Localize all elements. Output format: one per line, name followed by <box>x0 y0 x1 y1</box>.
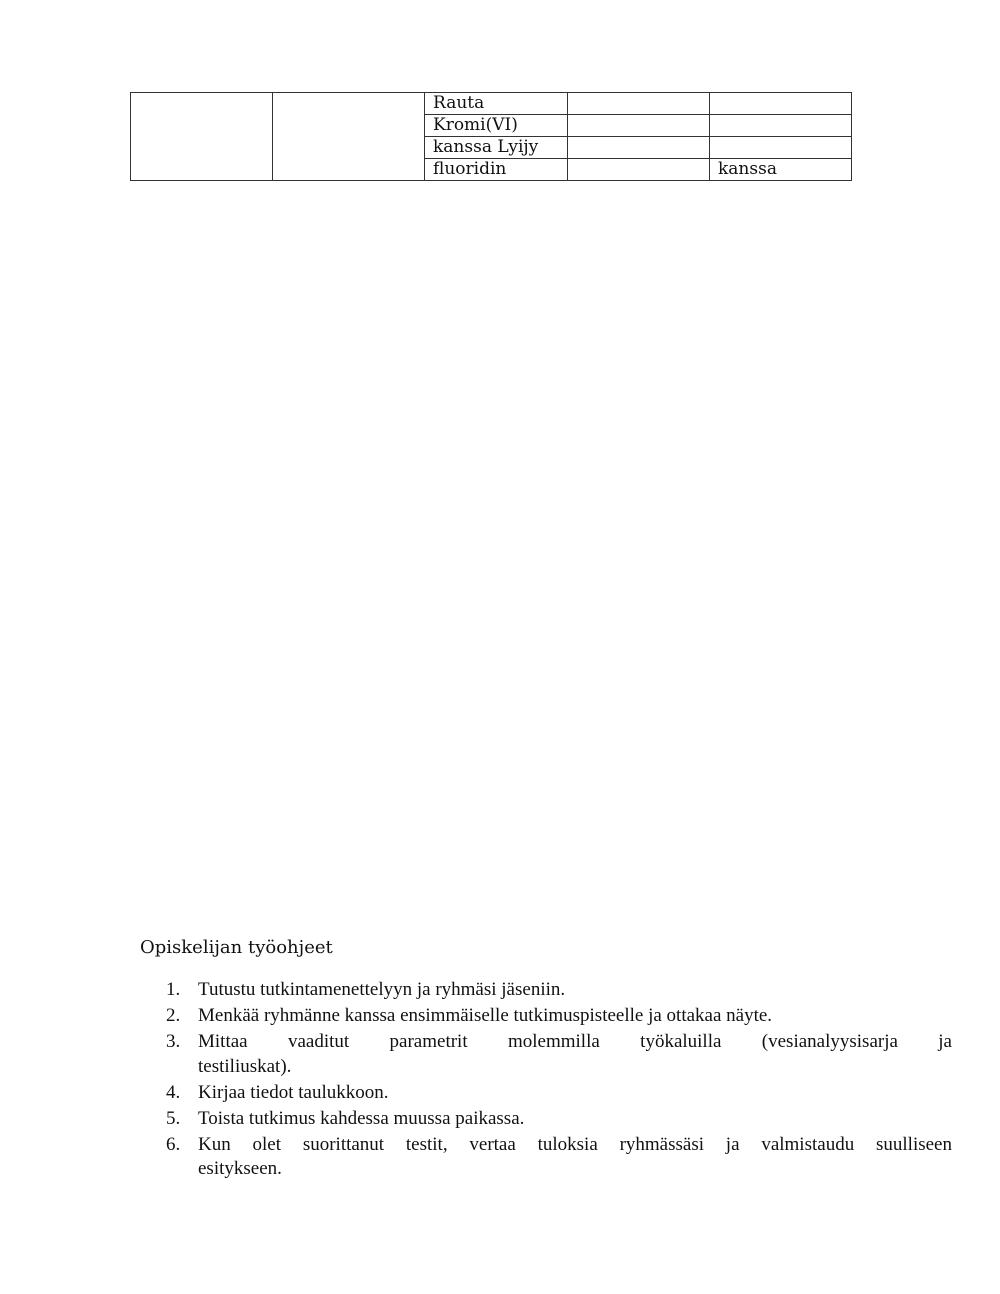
list-item <box>140 1030 952 1079</box>
step-text-line: testiliuskat). <box>198 1055 292 1077</box>
step-text: Tutustu tutkintamenettelyyn ja ryhmäsi jäseniin. <box>198 979 566 1000</box>
table-cell-empty <box>273 93 425 181</box>
table-cell-empty <box>131 93 273 181</box>
table-cell-value <box>568 115 710 137</box>
instructions-list <box>140 978 952 1183</box>
step-text-line: Mittaa vaaditut parametrit molemmilla työkaluilla (vesianalyysisarja ja <box>198 1031 952 1052</box>
table-cell-value <box>710 115 852 137</box>
step-number: 5 . <box>166 1107 186 1132</box>
list-item <box>140 1133 952 1182</box>
table-cell-value <box>568 137 710 159</box>
step-text: Menkää ryhmänne kanssa ensimmäiselle tutkimuspisteelle ja ottakaa näyte. <box>198 1005 773 1026</box>
instructions-heading: Opiskelijan työohjeet <box>140 937 333 958</box>
list-item <box>140 1107 952 1132</box>
step-number: 6 . <box>166 1133 186 1158</box>
step-text-line: Kun olet suorittanut testit, vertaa tuloksia ryhmässäsi ja valmistaudu suulliseen <box>198 1133 952 1155</box>
table-cell-value <box>710 137 852 159</box>
table-cell-parameter: kanssa Lyijy <box>425 137 568 159</box>
list-item <box>140 978 952 1003</box>
step-text-line: esitykseen. <box>198 1158 282 1179</box>
table-cell-parameter: Kromi(VI) <box>425 115 568 137</box>
step-text: Toista tutkimus kahdessa muussa paikassa. <box>198 1107 525 1129</box>
table-cell-value: kanssa <box>710 159 852 181</box>
list-item <box>140 1004 952 1029</box>
table-cell-parameter: fluoridin <box>425 159 568 181</box>
table-cell-value <box>710 93 852 115</box>
table-cell-value <box>568 159 710 181</box>
step-number: 2 . <box>166 1004 186 1029</box>
results-table-fragment <box>130 92 852 181</box>
step-number: 3 . <box>166 1030 186 1055</box>
step-text: Kirjaa tiedot taulukkoon. <box>198 1081 389 1103</box>
step-number: 1 . <box>166 978 186 1003</box>
table-cell-value <box>568 93 710 115</box>
list-item <box>140 1081 952 1106</box>
table-row <box>131 93 852 115</box>
table-cell-parameter: Rauta <box>425 93 568 115</box>
step-number: 4 . <box>166 1081 186 1106</box>
